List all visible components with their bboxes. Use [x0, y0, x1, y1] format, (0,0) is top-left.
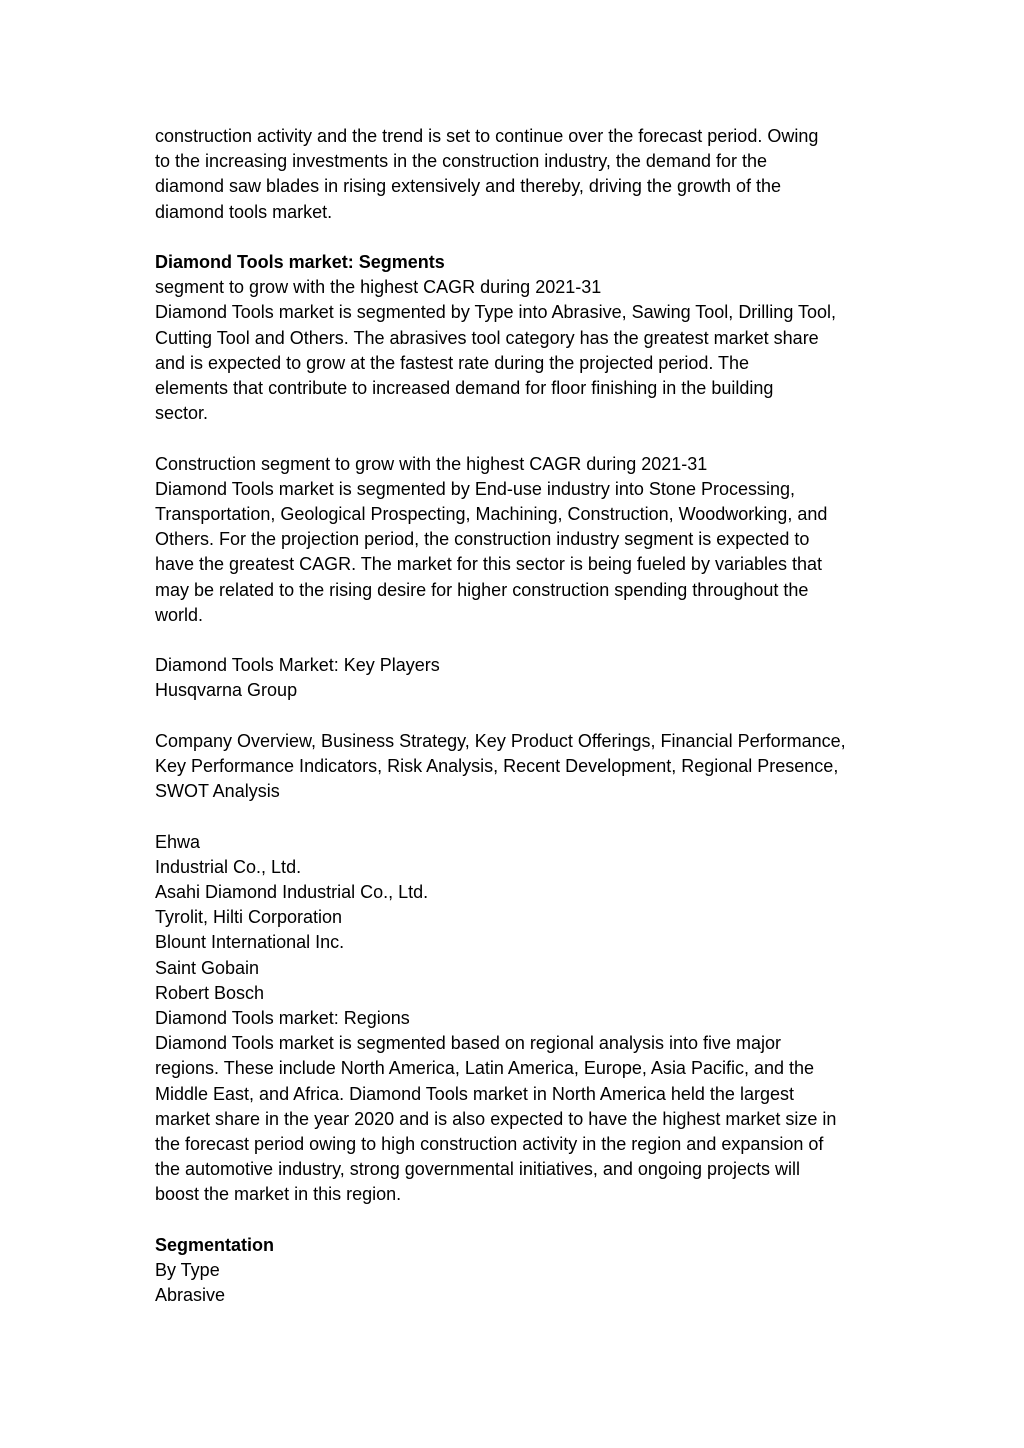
text-line: Others. For the projection period, the construction industry segment is expected to: [155, 529, 810, 550]
text-line: Middle East, and Africa. Diamond Tools market in North America held the largest: [155, 1083, 794, 1104]
company-name: Ehwa: [155, 831, 201, 852]
text-line: Transportation, Geological Prospecting, Machining, Construction, Woodworking, and: [155, 504, 828, 525]
segmentation-section: [155, 1233, 885, 1309]
spacer: [155, 704, 885, 729]
intro-paragraph: [155, 124, 885, 225]
text-line: to the increasing investments in the construction industry, the demand for the: [155, 151, 767, 172]
company-overview-paragraph: [155, 729, 885, 805]
key-players-heading: Diamond Tools Market: Key Players: [155, 655, 440, 676]
segmentation-heading: Segmentation: [155, 1234, 275, 1255]
text-line: diamond saw blades in rising extensively and thereby, driving the growth of the: [155, 176, 782, 197]
spacer: [155, 1208, 885, 1233]
text-line: world.: [155, 604, 204, 625]
company-name: Husqvarna Group: [155, 680, 298, 701]
text-line: may be related to the rising desire for higher construction spending throughout the: [155, 579, 809, 600]
text-line: sector.: [155, 403, 209, 424]
company-name: Tyrolit, Hilti Corporation: [155, 907, 343, 928]
company-name: Blount International Inc.: [155, 932, 345, 953]
enduse-paragraph: [155, 452, 885, 628]
spacer: [155, 804, 885, 829]
text-line: market share in the year 2020 and is also expected to have the highest market size in: [155, 1108, 837, 1129]
document-page: [155, 124, 885, 1308]
text-line: the forecast period owing to high construction activity in the region and expansion of: [155, 1134, 824, 1155]
text-line: Construction segment to grow with the highest CAGR during 2021-31: [155, 453, 708, 474]
regions-section: [155, 1006, 885, 1208]
segments-heading: Diamond Tools market: Segments: [155, 252, 445, 272]
text-line: boost the market in this region.: [155, 1184, 402, 1205]
text-line: Company Overview, Business Strategy, Key Product Offerings, Financial Performance,: [155, 730, 846, 751]
regions-heading: Diamond Tools market: Regions: [155, 1008, 410, 1029]
text-line: Diamond Tools market is segmented by Type into Abrasive, Sawing Tool, Drilling Tool,: [155, 302, 837, 323]
spacer: [155, 426, 885, 451]
text-line: By Type: [155, 1260, 220, 1281]
text-line: segment to grow with the highest CAGR during 2021-31: [155, 277, 602, 298]
text-line: Key Performance Indicators, Risk Analysis, Recent Development, Regional Presence,: [155, 756, 839, 777]
text-line: Cutting Tool and Others. The abrasives tool category has the greatest market share: [155, 327, 819, 348]
company-list: [155, 830, 885, 1006]
text-line: the automotive industry, strong governmental initiatives, and ongoing projects will: [155, 1159, 801, 1180]
company-name: Saint Gobain: [155, 957, 260, 978]
text-line: and is expected to grow at the fastest rate during the projected period. The: [155, 352, 750, 373]
text-line: Abrasive: [155, 1285, 226, 1306]
company-name: Industrial Co., Ltd.: [155, 856, 302, 877]
company-name: Asahi Diamond Industrial Co., Ltd.: [155, 882, 429, 903]
segments-section: [155, 250, 885, 426]
key-players-section: [155, 653, 885, 703]
text-line: have the greatest CAGR. The market for this sector is being fueled by variables that: [155, 554, 823, 575]
text-line: diamond tools market.: [155, 201, 333, 222]
company-name: Robert Bosch: [155, 982, 265, 1003]
text-line: elements that contribute to increased demand for floor finishing in the building: [155, 378, 774, 399]
text-line: SWOT Analysis: [155, 781, 280, 802]
spacer: [155, 225, 885, 250]
text-line: regions. These include North America, Latin America, Europe, Asia Pacific, and the: [155, 1058, 815, 1079]
text-line: construction activity and the trend is set to continue over the forecast period. Owing: [155, 126, 819, 146]
text-line: Diamond Tools market is segmented based on regional analysis into five major: [155, 1033, 781, 1054]
spacer: [155, 628, 885, 653]
text-line: Diamond Tools market is segmented by End-use industry into Stone Processing,: [155, 478, 795, 499]
